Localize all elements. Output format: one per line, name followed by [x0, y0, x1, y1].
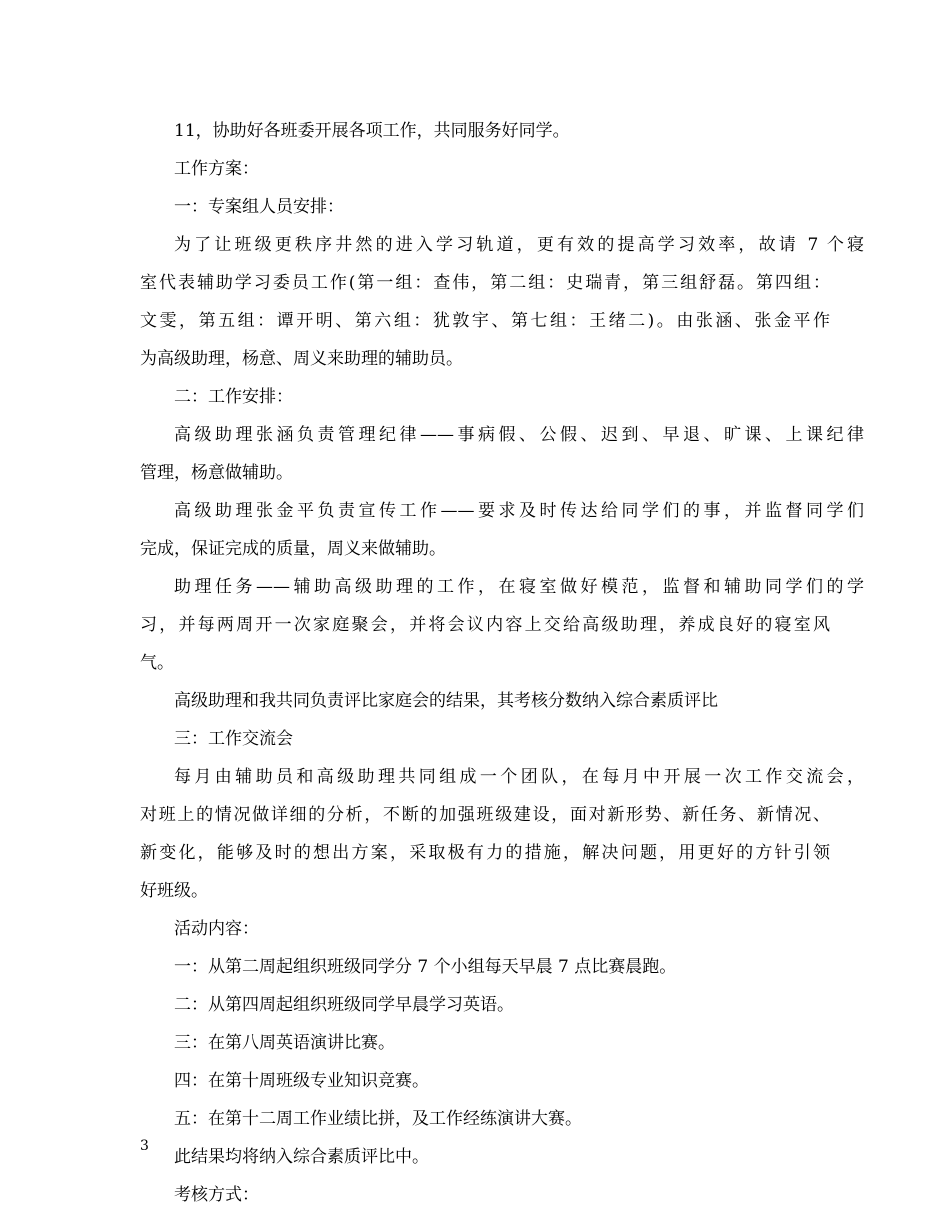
- paragraph-line: 文雯，第五组：谭开明、第六组：犹敦宇、第七组：王绪二)。由张涵、张金平作: [140, 311, 830, 331]
- paragraph-line: 室代表辅助学习委员工作(第一组：查伟，第二组：史瑞青，第三组舒磊。第四组：: [140, 273, 830, 293]
- list-item: 三：在第八周英语演讲比赛。: [174, 1033, 395, 1053]
- paragraph-line: 习，并每两周开一次家庭聚会，并将会议内容上交给高级助理，养成良好的寝室风: [140, 615, 830, 635]
- paragraph-line: 高级助理和我共同负责评比家庭会的结果，其考核分数纳入综合素质评比: [174, 691, 718, 711]
- list-item: 四：在第十周班级专业知识竞赛。: [174, 1071, 429, 1091]
- section-heading: 活动内容：: [174, 919, 259, 939]
- subsection-heading: 一：专案组人员安排：: [174, 197, 344, 217]
- list-item: 五：在第十二周工作业绩比拼，及工作经练演讲大赛。: [174, 1109, 582, 1129]
- paragraph-line: 新变化，能够及时的想出方案，采取极有力的措施，解决问题，用更好的方针引领: [140, 843, 830, 863]
- subsection-heading: 二：工作安排：: [174, 387, 293, 407]
- paragraph-line: 高级助理张金平负责宣传工作——要求及时传达给同学们的事，并监督同学们: [174, 501, 864, 521]
- paragraph-line: 11，协助好各班委开展各项工作，共同服务好同学。: [174, 121, 570, 141]
- list-item: 一：从第二周起组织班级同学分 7 个小组每天早晨 7 点比赛晨跑。: [174, 957, 677, 977]
- section-heading: 考核方式：: [174, 1185, 259, 1205]
- section-heading: 工作方案：: [174, 159, 259, 179]
- paragraph-line: 管理，杨意做辅助。: [140, 463, 293, 483]
- paragraph-line: 此结果均将纳入综合素质评比中。: [174, 1147, 429, 1167]
- subsection-heading: 三：工作交流会: [174, 729, 293, 749]
- paragraph-line: 助理任务——辅助高级助理的工作，在寝室做好模范，监督和辅助同学们的学: [174, 577, 864, 597]
- paragraph-line: 好班级。: [140, 881, 208, 901]
- page-number: 3: [140, 1138, 149, 1154]
- list-item: 二：从第四周起组织班级同学早晨学习英语。: [174, 995, 514, 1015]
- paragraph-line: 每月由辅助员和高级助理共同组成一个团队，在每月中开展一次工作交流会，: [174, 767, 864, 787]
- paragraph-line: 为高级助理，杨意、周义来助理的辅助员。: [140, 349, 463, 369]
- document-body: [140, 112, 864, 1214]
- paragraph-line: 对班上的情况做详细的分析，不断的加强班级建设，面对新形势、新任务、新情况、: [140, 805, 830, 825]
- paragraph-line: 气。: [140, 653, 174, 673]
- paragraph-line: 为了让班级更秩序井然的进入学习轨道，更有效的提高学习效率，故请 7 个寝: [174, 235, 864, 255]
- paragraph-line: 高级助理张涵负责管理纪律——事病假、公假、迟到、早退、旷课、上课纪律: [174, 425, 864, 445]
- paragraph-line: 完成，保证完成的质量，周义来做辅助。: [140, 539, 446, 559]
